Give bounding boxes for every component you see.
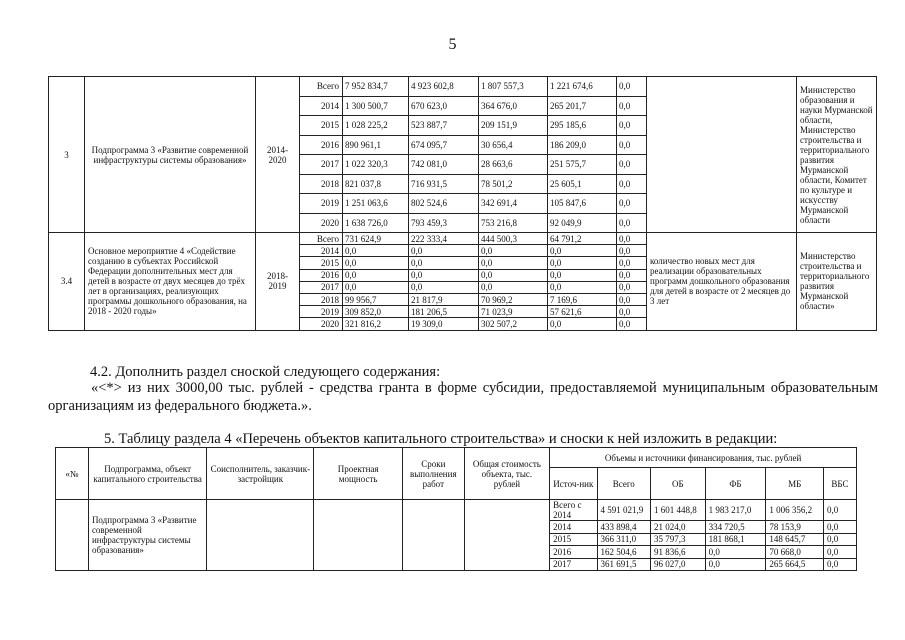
amount-cell: 0,0 bbox=[617, 77, 647, 97]
source-cell: 2016 bbox=[550, 546, 597, 559]
amount-cell: 25 605,1 bbox=[548, 174, 617, 194]
amount-cell: 78 501,2 bbox=[479, 174, 548, 194]
amount-cell: 0,0 bbox=[617, 155, 647, 175]
amount-cell: 0,0 bbox=[823, 558, 856, 571]
amount-cell: 92 049,9 bbox=[548, 213, 617, 233]
amount-cell: 1 601 448,8 bbox=[651, 500, 706, 521]
amount-cell: 0,0 bbox=[343, 269, 409, 281]
year-cell: 2017 bbox=[300, 281, 343, 293]
amount-cell: 0,0 bbox=[479, 257, 548, 269]
capital-objects-table bbox=[55, 447, 857, 571]
empty-cell bbox=[464, 500, 549, 571]
amount-cell: 366 311,0 bbox=[597, 533, 651, 546]
amount-cell: 670 623,0 bbox=[409, 96, 479, 116]
amount-cell: 1 028 225,2 bbox=[343, 116, 409, 136]
para-footnote: «<*> из них 3000,00 тыс. рублей - средства гранта в форме субсидии, предоставляемой муниципальным образовательным организациям из федерального бюджета.». bbox=[48, 380, 878, 414]
amount-cell: 1 022 320,3 bbox=[343, 155, 409, 175]
executor: Министерство образования и науки Мурманской области, Министерство строительства и территориального развития Мурманской области, Комитет по культуре и искусству Мурманской области bbox=[797, 77, 877, 233]
amount-cell: 0,0 bbox=[617, 135, 647, 155]
amount-cell: 793 459,3 bbox=[409, 213, 479, 233]
amount-cell: 70 969,2 bbox=[479, 293, 548, 305]
amount-cell: 96 027,0 bbox=[651, 558, 706, 571]
amount-cell: 105 847,6 bbox=[548, 194, 617, 214]
header-source: Источ-ник bbox=[550, 468, 597, 500]
year-cell: 2017 bbox=[300, 155, 343, 175]
year-cell: 2014 bbox=[300, 96, 343, 116]
year-cell: 2020 bbox=[300, 213, 343, 233]
amount-cell: 742 081,0 bbox=[409, 155, 479, 175]
amount-cell: 209 151,9 bbox=[479, 116, 548, 136]
amount-cell: 716 931,5 bbox=[409, 174, 479, 194]
amount-cell: 0,0 bbox=[617, 293, 647, 305]
header-cost: Общая стоимость объекта, тыс. рублей bbox=[464, 448, 549, 500]
amount-cell: 0,0 bbox=[823, 546, 856, 559]
row-number bbox=[56, 500, 89, 571]
amount-cell: 821 037,8 bbox=[343, 174, 409, 194]
amount-cell: 523 887,7 bbox=[409, 116, 479, 136]
year-cell: 2015 bbox=[300, 257, 343, 269]
table-row bbox=[49, 77, 877, 97]
program-name: Подпрограмма 3 «Развитие современной инфраструктуры системы образования» bbox=[88, 500, 206, 571]
amount-cell: 890 961,1 bbox=[343, 135, 409, 155]
amount-cell: 0,0 bbox=[617, 116, 647, 136]
header-vbs: ВБС bbox=[823, 468, 856, 500]
amount-cell: 444 500,3 bbox=[479, 233, 548, 245]
amount-cell: 265 201,7 bbox=[548, 96, 617, 116]
amount-cell: 334 720,5 bbox=[705, 521, 766, 534]
amount-cell: 0,0 bbox=[617, 233, 647, 245]
amount-cell: 0,0 bbox=[409, 245, 479, 257]
period: 2014-2020 bbox=[256, 77, 300, 233]
amount-cell: 4 923 602,8 bbox=[409, 77, 479, 97]
amount-cell: 309 852,0 bbox=[343, 306, 409, 318]
year-cell: 2018 bbox=[300, 174, 343, 194]
amount-cell: 0,0 bbox=[705, 546, 766, 559]
amount-cell: 0,0 bbox=[548, 269, 617, 281]
amount-cell: 753 216,8 bbox=[479, 213, 548, 233]
amount-cell: 0,0 bbox=[548, 318, 617, 330]
amount-cell: 0,0 bbox=[617, 269, 647, 281]
amount-cell: 0,0 bbox=[617, 257, 647, 269]
year-cell: 2020 bbox=[300, 318, 343, 330]
page-number: 5 bbox=[448, 36, 457, 53]
period: 2018-2019 bbox=[256, 233, 300, 331]
amount-cell: 433 898,4 bbox=[597, 521, 651, 534]
amount-cell: 181 868,1 bbox=[705, 533, 766, 546]
header-program: Подпрограмма, объект капитального строительства bbox=[88, 448, 206, 500]
amount-cell: 265 664,5 bbox=[766, 558, 824, 571]
source-cell: 2014 bbox=[550, 521, 597, 534]
para-5: 5. Таблицу раздела 4 «Перечень объектов капитального строительства» и сноски к ней изложить в редакции: bbox=[104, 431, 778, 447]
amount-cell: 731 624,9 bbox=[343, 233, 409, 245]
amount-cell: 0,0 bbox=[705, 558, 766, 571]
amount-cell: 0,0 bbox=[409, 281, 479, 293]
amount-cell: 30 656,4 bbox=[479, 135, 548, 155]
year-cell: 2016 bbox=[300, 269, 343, 281]
amount-cell: 71 023,9 bbox=[479, 306, 548, 318]
amount-cell: 0,0 bbox=[617, 281, 647, 293]
amount-cell: 1 251 063,6 bbox=[343, 194, 409, 214]
header-capacity: Проектная мощность bbox=[314, 448, 403, 500]
amount-cell: 674 095,7 bbox=[409, 135, 479, 155]
program-name: Основное мероприятие 4 «Содействие созданию в субъектах Российской Федерации дополнительных мест для детей в возрасте от двух месяцев до трёх лет в организациях, реализующих программы дошкольного образования, на 2018 - 2020 годы» bbox=[85, 233, 256, 331]
amount-cell: 21 817,9 bbox=[409, 293, 479, 305]
amount-cell: 1 638 726,0 bbox=[343, 213, 409, 233]
source-cell: 2017 bbox=[550, 558, 597, 571]
amount-cell: 0,0 bbox=[409, 257, 479, 269]
table-row bbox=[49, 233, 877, 245]
amount-cell: 35 797,3 bbox=[651, 533, 706, 546]
year-cell: Всего bbox=[300, 233, 343, 245]
amount-cell: 78 153,9 bbox=[766, 521, 824, 534]
source-cell: Всего с 2014 bbox=[550, 500, 597, 521]
amount-cell: 0,0 bbox=[823, 533, 856, 546]
amount-cell: 91 836,6 bbox=[651, 546, 706, 559]
amount-cell: 7 952 834,7 bbox=[343, 77, 409, 97]
amount-cell: 802 524,6 bbox=[409, 194, 479, 214]
amount-cell: 99 956,7 bbox=[343, 293, 409, 305]
amount-cell: 148 645,7 bbox=[766, 533, 824, 546]
header-ob: ОБ bbox=[651, 468, 706, 500]
amount-cell: 57 621,6 bbox=[548, 306, 617, 318]
amount-cell: 342 691,4 bbox=[479, 194, 548, 214]
header-row bbox=[56, 448, 857, 468]
amount-cell: 302 507,2 bbox=[479, 318, 548, 330]
amount-cell: 4 591 021,9 bbox=[597, 500, 651, 521]
header-num: «№ bbox=[56, 448, 89, 500]
amount-cell: 0,0 bbox=[548, 281, 617, 293]
amount-cell: 0,0 bbox=[343, 245, 409, 257]
amount-cell: 0,0 bbox=[617, 306, 647, 318]
amount-cell: 0,0 bbox=[617, 245, 647, 257]
row-number: 3.4 bbox=[49, 233, 85, 331]
empty-cell bbox=[402, 500, 464, 571]
amount-cell: 28 663,6 bbox=[479, 155, 548, 175]
amount-cell: 0,0 bbox=[548, 245, 617, 257]
header-terms: Сроки выполнения работ bbox=[402, 448, 464, 500]
indicator bbox=[647, 77, 797, 233]
amount-cell: 0,0 bbox=[479, 269, 548, 281]
header-fb: ФБ bbox=[705, 468, 766, 500]
amount-cell: 364 676,0 bbox=[479, 96, 548, 116]
amount-cell: 0,0 bbox=[343, 281, 409, 293]
amount-cell: 0,0 bbox=[617, 318, 647, 330]
amount-cell: 0,0 bbox=[617, 174, 647, 194]
amount-cell: 295 185,6 bbox=[548, 116, 617, 136]
amount-cell: 0,0 bbox=[617, 96, 647, 116]
year-cell: Всего bbox=[300, 77, 343, 97]
amount-cell: 361 691,5 bbox=[597, 558, 651, 571]
year-cell: 2018 bbox=[300, 293, 343, 305]
amount-cell: 1 983 217,0 bbox=[705, 500, 766, 521]
amount-cell: 0,0 bbox=[617, 213, 647, 233]
year-cell: 2015 bbox=[300, 116, 343, 136]
amount-cell: 162 504,6 bbox=[597, 546, 651, 559]
amount-cell: 19 309,0 bbox=[409, 318, 479, 330]
year-cell: 2016 bbox=[300, 135, 343, 155]
amount-cell: 70 668,0 bbox=[766, 546, 824, 559]
row-number: 3 bbox=[49, 77, 85, 233]
amount-cell: 222 333,4 bbox=[409, 233, 479, 245]
year-cell: 2019 bbox=[300, 194, 343, 214]
amount-cell: 0,0 bbox=[823, 500, 856, 521]
amount-cell: 1 221 674,6 bbox=[548, 77, 617, 97]
amount-cell: 321 816,2 bbox=[343, 318, 409, 330]
executor: Министерство строительства и территориального развития Мурманской области» bbox=[797, 233, 877, 331]
amount-cell: 0,0 bbox=[548, 257, 617, 269]
amount-cell: 0,0 bbox=[479, 245, 548, 257]
amount-cell: 21 024,0 bbox=[651, 521, 706, 534]
table-row bbox=[56, 500, 857, 521]
amount-cell: 64 791,2 bbox=[548, 233, 617, 245]
amount-cell: 1 807 557,3 bbox=[479, 77, 548, 97]
header-mb: МБ bbox=[766, 468, 824, 500]
year-cell: 2014 bbox=[300, 245, 343, 257]
header-total: Всего bbox=[597, 468, 651, 500]
header-funding: Объемы и источники финансирования, тыс. рублей bbox=[550, 448, 857, 468]
empty-cell bbox=[314, 500, 403, 571]
indicator: количество новых мест для реализации образовательных программ дошкольного образования для детей в возрасте от 2 месяцев до 3 лет bbox=[647, 233, 797, 331]
amount-cell: 181 206,5 bbox=[409, 306, 479, 318]
empty-cell bbox=[207, 500, 314, 571]
header-coexec: Соисполнитель, заказчик-застройщик bbox=[207, 448, 314, 500]
amount-cell: 251 575,7 bbox=[548, 155, 617, 175]
amount-cell: 1 006 356,2 bbox=[766, 500, 824, 521]
source-cell: 2015 bbox=[550, 533, 597, 546]
financing-table bbox=[48, 76, 877, 331]
para-4-2: 4.2. Дополнить раздел сноской следующего содержания: bbox=[90, 364, 441, 380]
program-name: Подпрограмма 3 «Развитие современной инфраструктуры системы образования» bbox=[85, 77, 256, 233]
year-cell: 2019 bbox=[300, 306, 343, 318]
amount-cell: 0,0 bbox=[617, 194, 647, 214]
amount-cell: 186 209,0 bbox=[548, 135, 617, 155]
amount-cell: 7 169,6 bbox=[548, 293, 617, 305]
amount-cell: 1 300 500,7 bbox=[343, 96, 409, 116]
amount-cell: 0,0 bbox=[343, 257, 409, 269]
amount-cell: 0,0 bbox=[823, 521, 856, 534]
amount-cell: 0,0 bbox=[479, 281, 548, 293]
amount-cell: 0,0 bbox=[409, 269, 479, 281]
